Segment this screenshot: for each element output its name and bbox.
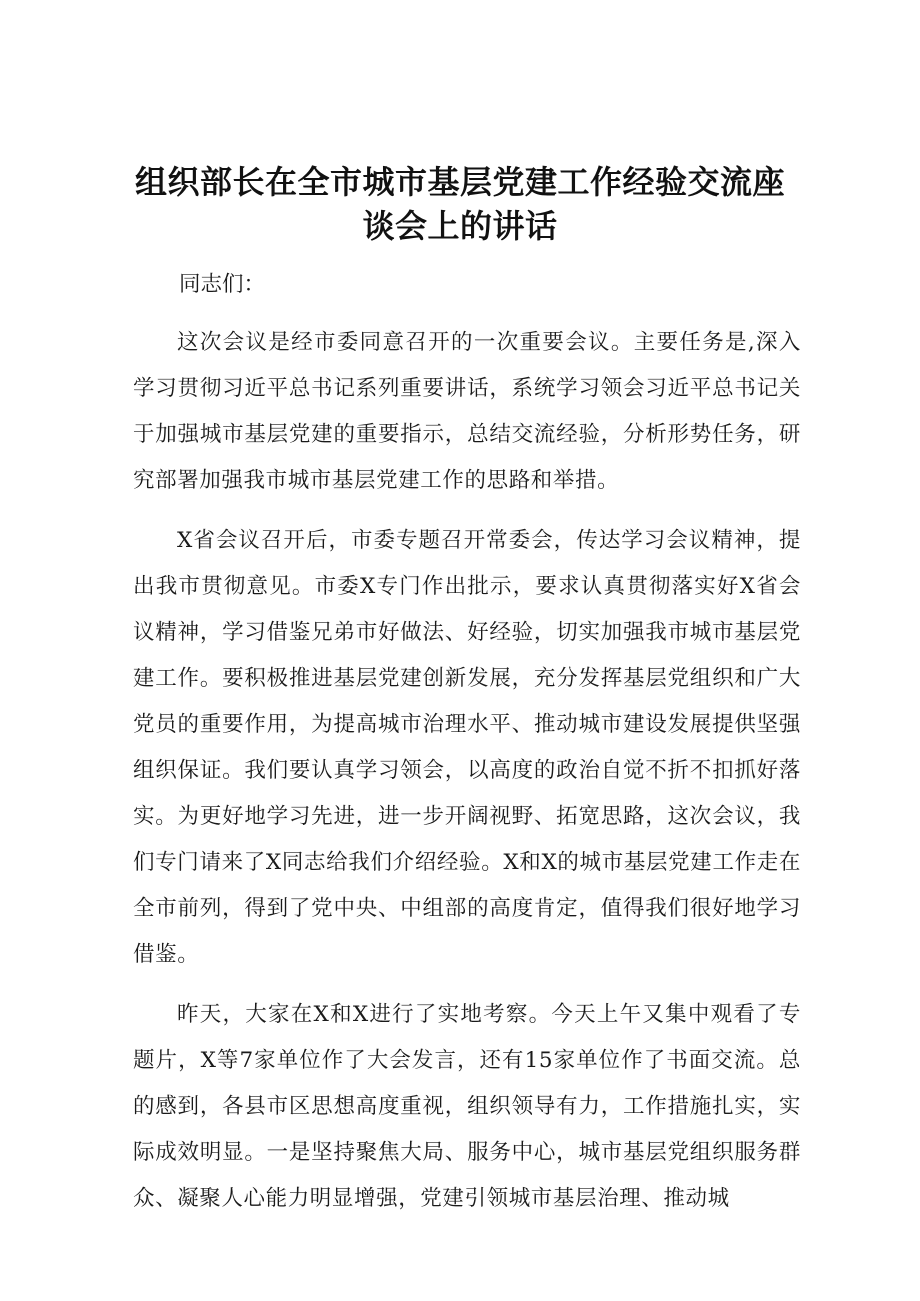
title-line-2: 谈会上的讲话 [362,207,558,245]
document-title [120,160,800,248]
paragraph-1: 这次会议是经市委同意召开的一次重要会议。主要任务是,深入学习贯彻习近平总书记系列重要讲话，系统学习领会习近平总书记关于加强城市基层党建的重要指示，总结交流经验，分析形势任务，研究部署加强我市城市基层党建工作的思路和举措。 [133,330,801,493]
paragraph-3: 昨天，大家在X和X进行了实地考察。今天上午又集中观看了专题片，X等7家单位作了大会发言，还有15家单位作了书面交流。总的感到，各县市区思想高度重视，组织领导有力，工作措施扎实，实际成效明显。一是坚持聚焦大局、服务中心，城市基层党组织服务群众、凝聚人心能力明显增强，党建引领城市基层治理、推动城 [133,1002,801,1211]
paragraph-2: X省会议召开后，市委专题召开常委会，传达学习会议精神，提出我市贯彻意见。市委X专门作出批示，要求认真贯彻落实好X省会议精神，学习借鉴兄弟市好做法、好经验，切实加强我市城市基层党建工作。要积极推进基层党建创新发展，充分发挥基层党组织和广大党员的重要作用，为提高城市治理水平、推动城市建设发展提供坚强组织保证。我们要认真学习领会，以高度的政治自觉不折不扣抓好落实。为更好地学习先进，进一步开阔视野、拓宽思路，这次会议，我们专门请来了X同志给我们介绍经验。X和X的城市基层党建工作走在全市前列，得到了党中央、中组部的高度肯定，值得我们很好地学习借鉴。 [133,528,801,967]
document-body [133,262,801,1222]
title-line-1: 组织部长在全市城市基层党建工作经验交流座 [134,163,785,201]
greeting: 同志们： [179,272,266,297]
